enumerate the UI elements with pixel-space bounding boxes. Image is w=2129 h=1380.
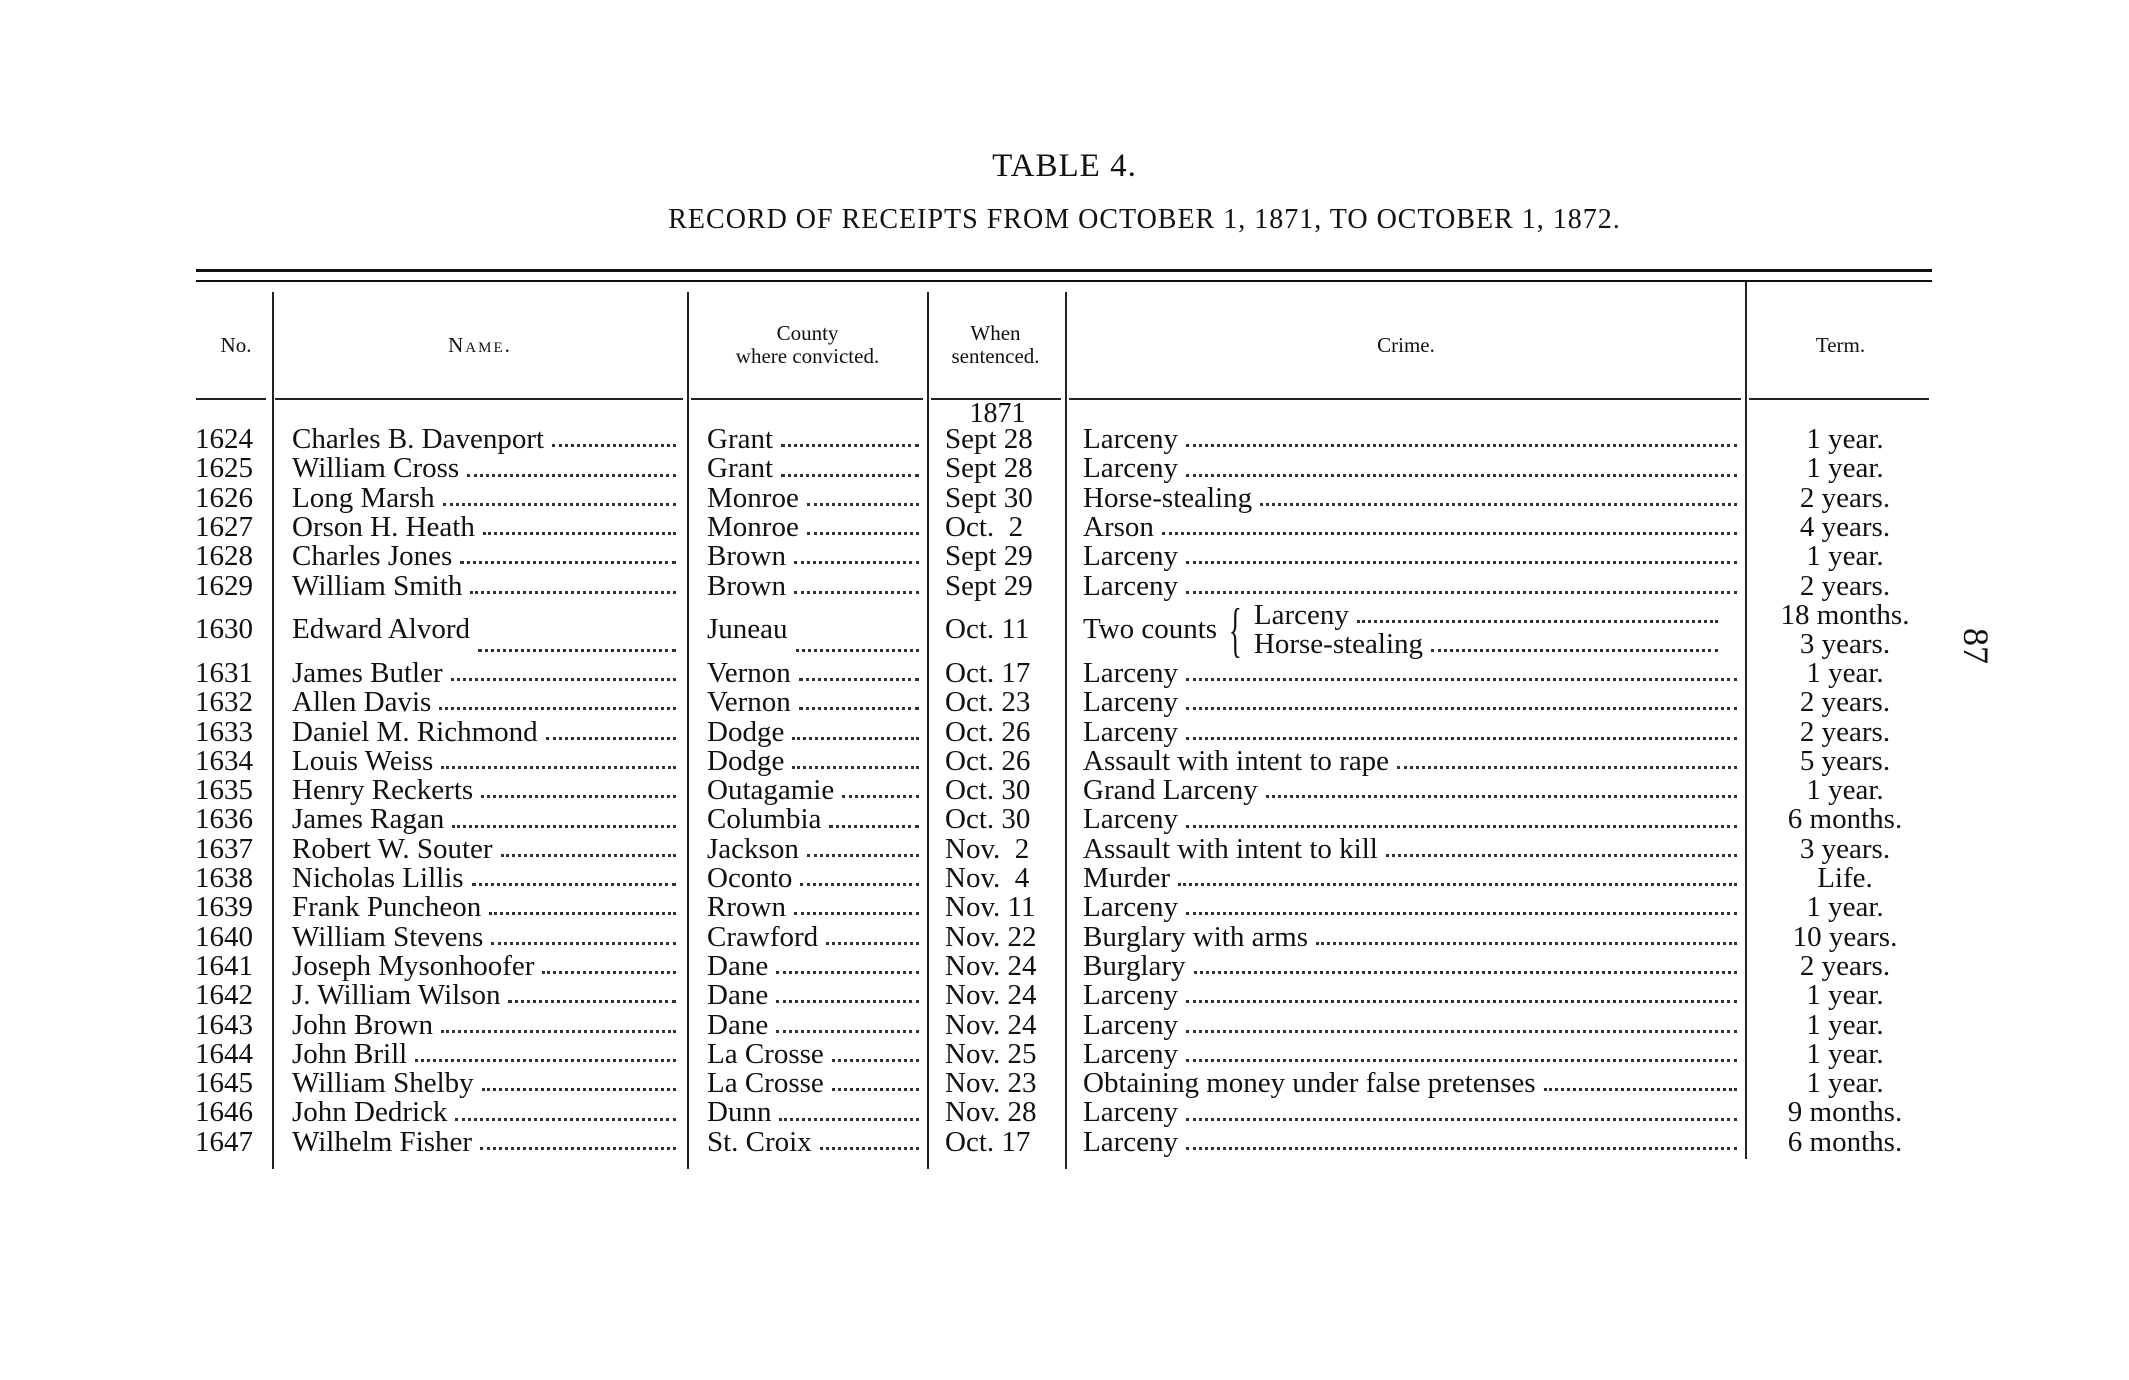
row-number: 1630	[195, 613, 253, 646]
row-when: Nov. 4	[945, 863, 1030, 894]
row-term: 1 year.	[1806, 1068, 1884, 1099]
row-when: Oct. 30	[945, 805, 1031, 835]
table-subtitle: RECORD OF RECEIPTS FROM OCTOBER 1, 1871, TO OCTOBER 1, 1872.	[668, 204, 1621, 235]
row-term: 6 months.	[1787, 805, 1903, 835]
row-number: 1647	[195, 1127, 253, 1157]
row-term: 2 years.	[1799, 571, 1891, 601]
row-crime: Arson	[1083, 513, 1743, 542]
row-name: James Ragan	[292, 805, 682, 834]
header-county: County where convicted.	[735, 321, 880, 368]
header-name: Name.	[448, 332, 512, 357]
row-when: Oct. 26	[945, 746, 1031, 776]
row-number: 1626	[195, 483, 253, 513]
row-name: Frank Puncheon	[292, 893, 682, 922]
row-name: Wilhelm Fisher	[292, 1128, 682, 1157]
header-separator	[691, 398, 923, 400]
year-label: 1871	[969, 398, 1026, 429]
header-separator	[1749, 398, 1929, 400]
row-crime: Larceny	[1083, 542, 1743, 571]
row-when: Sept 29	[945, 571, 1033, 601]
row-when: Nov. 23	[945, 1068, 1037, 1099]
brace-icon: {	[1229, 600, 1242, 659]
row-county: Columbia	[707, 805, 925, 834]
row-crime: Larceny	[1083, 425, 1743, 454]
row-term	[1750, 601, 1940, 659]
row-when: Sept 30	[945, 483, 1033, 513]
row-term: 2 years.	[1799, 717, 1891, 747]
table-row	[0, 952, 2129, 981]
row-number: 1638	[195, 863, 253, 894]
row-number: 1636	[195, 805, 253, 835]
row-county: Dodge	[707, 717, 925, 746]
header-crime: Crime.	[1377, 332, 1435, 357]
row-crime: Horse-stealing	[1083, 484, 1743, 513]
row-name: John Brill	[292, 1040, 682, 1069]
table-row	[0, 835, 2129, 864]
table-title: TABLE 4.	[992, 148, 1137, 184]
row-name: John Dedrick	[292, 1098, 682, 1127]
row-county: Rrown	[707, 893, 925, 922]
row-when: Oct. 17	[945, 658, 1031, 689]
row-county: Dunn	[707, 1098, 925, 1127]
row-term: 4 years.	[1799, 512, 1891, 543]
row-term: 1 year.	[1806, 1010, 1884, 1040]
row-number: 1641	[195, 951, 253, 982]
crime-count-1: Larceny	[1254, 601, 1724, 630]
row-name: Edward Alvord	[292, 601, 682, 659]
row-number: 1628	[195, 542, 253, 572]
row-number: 1646	[195, 1098, 253, 1128]
row-name: Daniel M. Richmond	[292, 717, 682, 746]
header-separator	[275, 398, 683, 400]
table-body	[0, 425, 2129, 1157]
row-county: Monroe	[707, 484, 925, 513]
row-number: 1629	[195, 571, 253, 601]
row-crime: Larceny	[1083, 688, 1743, 717]
row-when: Oct. 17	[945, 1127, 1031, 1157]
row-name: William Stevens	[292, 922, 682, 951]
row-crime: Larceny	[1083, 1010, 1743, 1039]
row-number: 1627	[195, 512, 253, 543]
row-number: 1634	[195, 746, 253, 776]
row-when: Nov. 25	[945, 1039, 1037, 1069]
row-number: 1637	[195, 834, 253, 864]
row-name: John Brown	[292, 1010, 682, 1039]
row-when: Sept 28	[945, 454, 1033, 484]
row-number: 1642	[195, 981, 253, 1011]
row-crime: Larceny	[1083, 981, 1743, 1010]
table-row	[0, 425, 2129, 454]
row-when: Nov. 11	[945, 893, 1036, 923]
row-crime: Larceny	[1083, 1040, 1743, 1069]
top-rule	[196, 269, 1932, 272]
row-name: James Butler	[292, 659, 682, 688]
row-number: 1632	[195, 688, 253, 718]
header-no: No.	[220, 332, 252, 357]
row-crime: Murder	[1083, 864, 1743, 893]
crime-count-2: Horse-stealing	[1254, 630, 1724, 659]
row-name: Robert W. Souter	[292, 835, 682, 864]
row-name: Nicholas Lillis	[292, 864, 682, 893]
table-row	[0, 922, 2129, 951]
row-when: Sept 29	[945, 542, 1033, 572]
row-crime: Obtaining money under false pretenses	[1083, 1069, 1743, 1098]
row-name: William Smith	[292, 571, 682, 600]
row-term: 6 months.	[1787, 1127, 1903, 1157]
table-row	[0, 1098, 2129, 1127]
row-county: Dane	[707, 981, 925, 1010]
row-county: Dane	[707, 952, 925, 981]
row-term: 3 years.	[1799, 834, 1891, 864]
term-2: 3 years.	[1799, 627, 1891, 659]
row-when: Nov. 24	[945, 1010, 1037, 1040]
row-county: Monroe	[707, 513, 925, 542]
row-county: La Crosse	[707, 1040, 925, 1069]
row-crime: Burglary	[1083, 952, 1743, 981]
row-county: Vernon	[707, 659, 925, 688]
row-term: 1 year.	[1806, 893, 1884, 923]
row-term: 1 year.	[1806, 454, 1884, 484]
row-term: Life.	[1817, 863, 1873, 894]
table-row	[0, 776, 2129, 805]
row-crime	[1083, 601, 1743, 659]
row-county: Outagamie	[707, 776, 925, 805]
row-name: Joseph Mysonhoofer	[292, 952, 682, 981]
crime-prefix: Two counts	[1083, 613, 1218, 646]
row-name: Orson H. Heath	[292, 513, 682, 542]
table-row	[0, 542, 2129, 571]
row-county: Juneau	[707, 601, 925, 659]
row-crime: Larceny	[1083, 1098, 1743, 1127]
table-row	[0, 601, 2129, 659]
table-row	[0, 981, 2129, 1010]
row-term: 10 years.	[1792, 922, 1898, 952]
row-number: 1631	[195, 658, 253, 689]
table-row	[0, 484, 2129, 513]
row-crime: Larceny	[1083, 717, 1743, 746]
table-row	[0, 659, 2129, 688]
row-county: St. Croix	[707, 1128, 925, 1157]
row-when: Nov. 22	[945, 922, 1037, 952]
row-term: 2 years.	[1799, 951, 1891, 982]
table-row	[0, 864, 2129, 893]
row-crime: Burglary with arms	[1083, 922, 1743, 951]
row-term: 1 year.	[1806, 542, 1884, 572]
row-crime: Assault with intent to rape	[1083, 747, 1743, 776]
header-separator	[196, 398, 266, 400]
row-county: Oconto	[707, 864, 925, 893]
row-when: Oct. 30	[945, 775, 1031, 806]
row-term: 1 year.	[1806, 775, 1884, 806]
table-row	[0, 688, 2129, 717]
row-when: Sept 28	[945, 425, 1033, 455]
row-term: 2 years.	[1799, 688, 1891, 718]
row-crime: Grand Larceny	[1083, 776, 1743, 805]
row-when: Oct. 2	[945, 512, 1024, 543]
row-when: Oct. 11	[945, 613, 1030, 646]
row-name: William Cross	[292, 454, 682, 483]
row-term: 5 years.	[1799, 746, 1891, 776]
row-term: 2 years.	[1799, 483, 1891, 513]
table-row	[0, 893, 2129, 922]
page-number: 87	[1956, 628, 1996, 664]
row-crime: Larceny	[1083, 1128, 1743, 1157]
row-county: La Crosse	[707, 1069, 925, 1098]
row-number: 1635	[195, 775, 253, 806]
header-term: Term.	[1815, 332, 1866, 357]
row-name: Long Marsh	[292, 484, 682, 513]
row-when: Nov. 2	[945, 834, 1030, 864]
table-row	[0, 1040, 2129, 1069]
row-county: Brown	[707, 571, 925, 600]
row-number: 1639	[195, 893, 253, 923]
row-county: Crawford	[707, 922, 925, 951]
row-term: 1 year.	[1806, 658, 1884, 689]
row-when: Nov. 24	[945, 951, 1037, 982]
row-county: Dane	[707, 1010, 925, 1039]
row-when: Oct. 26	[945, 717, 1031, 747]
row-name: Charles Jones	[292, 542, 682, 571]
row-name: Allen Davis	[292, 688, 682, 717]
row-crime: Assault with intent to kill	[1083, 835, 1743, 864]
row-name: Henry Reckerts	[292, 776, 682, 805]
table-row	[0, 571, 2129, 600]
row-number: 1644	[195, 1039, 253, 1069]
table-row	[0, 1128, 2129, 1157]
row-number: 1645	[195, 1068, 253, 1099]
table-row	[0, 454, 2129, 483]
table-row	[0, 1010, 2129, 1039]
row-number: 1625	[195, 454, 253, 484]
row-term: 1 year.	[1806, 981, 1884, 1011]
top-rule-secondary	[196, 280, 1932, 282]
row-when: Nov. 24	[945, 981, 1037, 1011]
row-name: William Shelby	[292, 1069, 682, 1098]
row-name: J. William Wilson	[292, 981, 682, 1010]
row-crime: Larceny	[1083, 571, 1743, 600]
row-term: 1 year.	[1806, 425, 1884, 455]
row-number: 1633	[195, 717, 253, 747]
table-row	[0, 717, 2129, 746]
row-number: 1624	[195, 425, 253, 455]
row-term: 9 months.	[1787, 1098, 1903, 1128]
row-crime: Larceny	[1083, 659, 1743, 688]
row-term: 1 year.	[1806, 1039, 1884, 1069]
row-crime: Larceny	[1083, 893, 1743, 922]
row-number: 1640	[195, 922, 253, 952]
term-1: 18 months.	[1780, 600, 1910, 631]
table-row	[0, 747, 2129, 776]
row-county: Dodge	[707, 747, 925, 776]
row-when: Oct. 23	[945, 688, 1031, 718]
row-county: Grant	[707, 454, 925, 483]
row-county: Brown	[707, 542, 925, 571]
table-row	[0, 1069, 2129, 1098]
header-separator	[1069, 398, 1741, 400]
row-crime: Larceny	[1083, 805, 1743, 834]
row-when: Nov. 28	[945, 1098, 1037, 1128]
row-name: Louis Weiss	[292, 747, 682, 776]
table-row	[0, 513, 2129, 542]
row-crime: Larceny	[1083, 454, 1743, 483]
row-number: 1643	[195, 1010, 253, 1040]
table-row	[0, 805, 2129, 834]
row-county: Vernon	[707, 688, 925, 717]
row-county: Jackson	[707, 835, 925, 864]
row-county: Grant	[707, 425, 925, 454]
header-when: When sentenced.	[951, 321, 1040, 368]
row-name: Charles B. Davenport	[292, 425, 682, 454]
